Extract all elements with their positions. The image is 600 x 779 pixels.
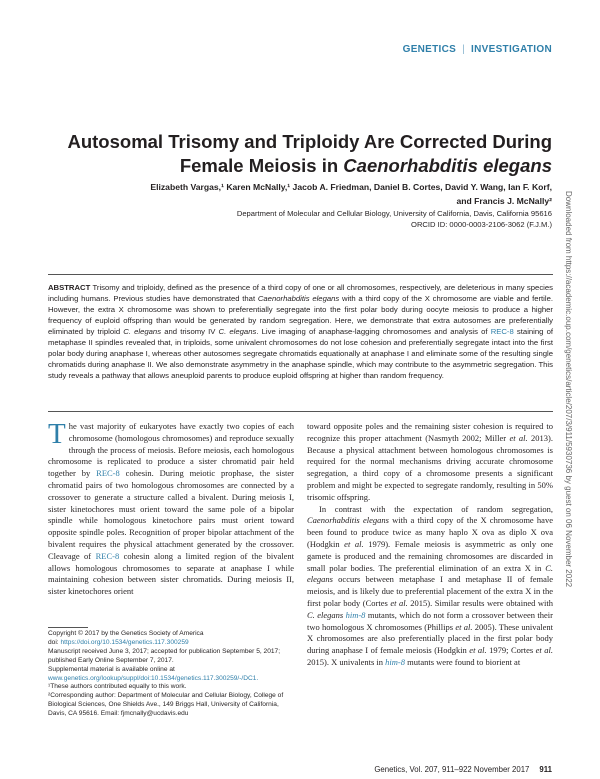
italic-text: et al. [390, 597, 408, 608]
footnote-rule [48, 627, 88, 628]
doi-link[interactable]: https://doi.org/10.1534/genetics.117.300259 [60, 638, 189, 646]
text: mutants were found to biorient at [405, 656, 521, 667]
body-paragraph-2 [307, 504, 553, 669]
manuscript-dates: Manuscript received June 3, 2017; accepted for publication September 5, 2017; published Early Online September 7, 2017. [48, 647, 281, 664]
italic-text: C. elegans [307, 562, 553, 585]
italic-text: Caenorhabditis elegans [307, 515, 389, 526]
abstract-species-1: Caenorhabditis elegans [257, 293, 340, 303]
text: toward opposite poles and the remaining sister cohesion is required to recognize this proper attachment (Nasmyth 2002; Miller [307, 421, 553, 443]
abstract-text-4: . Live imaging of anaphase-lagging chromosomes and analysis of [256, 326, 491, 336]
download-notice: Downloaded from https://academic.oup.com/genetics/article/207/3/911/5930736 by guest on 06 November 2022 [564, 191, 573, 588]
article-title [40, 130, 552, 178]
text: 1979). Female meiosis is asymmetric as only one gamete is produced and the remaining chromosomes are discarded in small polar bodies. The preferential elimination of an extra X in [307, 538, 553, 573]
text: with a third copy of the X chromosome have been found to produce twice as many haplo X ova as diplo X ova (Hodgkin [307, 515, 553, 549]
italic-text: et al. [469, 645, 487, 656]
rec8-link[interactable]: REC-8 [490, 326, 514, 336]
text: 2005). These univalent X chromosomes are also preferentially placed in the first polar body during anaphase I of female meiosis (Hodgkin [307, 621, 554, 656]
equal-contribution-note: ¹These authors contributed equally to this work. [48, 683, 187, 691]
supplemental-link[interactable]: www.genetics.org/lookup/suppl/doi:10.1534/genetics.117.300259/-/DC1. [48, 674, 259, 682]
journal-name: GENETICS [402, 44, 457, 55]
him8-link[interactable]: him-8 [345, 609, 366, 620]
rec8-link[interactable]: REC-8 [96, 468, 120, 479]
page-number: 911 [539, 765, 552, 774]
title-line-1: Autosomal Trisomy and Triploidy Are Corrected During [67, 131, 552, 152]
intro-text-b: cohesin. During meiotic prophase, the sister chromatid pairs of two homologous chromosomes are connected by a crossover to generate a structure called a bivalent. During meiosis I, sister kinetochores must orient toward the same pole of a bipolar spindle while homologous kinetochore pairs must orient toward opposite spindle poles. Recognition of proper bipolar attachment of the bivalent requires the physical attachment generated by the crossover. Cleavage of [48, 468, 294, 561]
copyright: Copyright © 2017 by the Genetics Society of America [48, 630, 204, 637]
intro-paragraph [48, 418, 295, 598]
supplemental-note [48, 666, 294, 684]
abstract-text-2: with a third copy of the X chromosome are viable and fertile. However, the extra X chromosome was shown to preferentially segregate into the first polar body during oocyte meiosis to produce a higher frequency of euploid offspring than would be generated by random segregation. Here, we demonstrate that extra autosomes are preferentially eliminated by triploid [48, 293, 554, 336]
authors-line-1: Elizabeth Vargas,¹ Karen McNally,¹ Jacob A. Friedman, Daniel B. Cortes, David Y. Wang, Ian F. Korf, [150, 182, 552, 192]
abstract-bottom-rule [48, 411, 553, 412]
header-separator: | [462, 44, 466, 55]
text: 1979; Cortes [486, 645, 536, 656]
title-line-2-text: Female Meiosis in [179, 155, 344, 176]
footnotes [48, 630, 294, 719]
intro-text-a: he vast majority of eukaryotes have exactly two copies of each chromosome (homologous chromosomes) and reproduce sexually through the process of meiosis. Before meiosis, each homologous chromosome is replicated to produce a sister chromatid pair held together by [48, 421, 294, 479]
text: In contrast with the expectation of random segregation, [319, 503, 553, 514]
affiliation: Department of Molecular and Cellular Biology, University of California, Davis, California 95616 [236, 209, 552, 218]
italic-text: C. elegans [307, 609, 344, 620]
journal-header [403, 44, 552, 55]
abstract-label: ABSTRACT [48, 283, 91, 292]
title-species: Caenorhabditis elegans [343, 155, 552, 176]
italic-text: et al. [535, 645, 554, 656]
doi-label: doi: [48, 638, 61, 646]
orcid: ORCID ID: 0000-0003-2106-3062 (F.J.M.) [411, 220, 552, 229]
text: occurs between metaphase I and metaphase II of female meiosis, and is likely due to preferential placement of the extra X in the first polar body (Cortes [307, 574, 553, 608]
download-sidebar [563, 191, 583, 588]
rec8-link[interactable]: REC-8 [95, 550, 120, 561]
authors-line-2: and Francis J. McNally² [456, 195, 552, 206]
body-column-right [307, 421, 553, 669]
abstract-species-3: C. elegans [218, 326, 257, 336]
abstract-species-2: C. elegans [123, 326, 162, 336]
journal-citation: Genetics, Vol. 207, 911–922 November 2017 [374, 765, 530, 774]
abstract-top-rule [48, 274, 553, 275]
doi-line [48, 639, 294, 648]
article-type: INVESTIGATION [471, 44, 552, 55]
author-list [110, 181, 552, 208]
text: 2015). X univalents in [307, 656, 386, 667]
him8-link[interactable]: him-8 [385, 656, 405, 667]
abstract-text-3: and trisomy IV [161, 326, 219, 336]
abstract-text-5: staining of metaphase II spindles revealed that, in triploids, some univalent chromosomes do not lose cohesion and preferentially segregate intact into the first polar body during anaphase I, whereas other autosomes segregate chromatids equationally at anaphase I and eliminate some of the resulting single chromatids during anaphase II. We also demonstrate asymmetry in the anaphase spindle, which may contribute to the asymmetric segregation. This study reveals a pathway that allows aneuploid parents to produce euploid offspring at higher than random frequency. [48, 326, 553, 380]
abstract [48, 283, 553, 382]
drop-cap: T [48, 418, 66, 450]
text: 2015). Similar results were obtained with [407, 597, 553, 608]
text: mutants, which do not form a crossover between their two homologous X chromosomes (Phillips [307, 609, 554, 632]
abstract-text-1: Trisomy and triploidy, defined as the presence of a third copy of one or all chromosomes, respectively, are deleterious in many species including humans. Previous studies have demonstrated that [48, 283, 553, 303]
italic-text: et al. [509, 432, 528, 443]
body-column-left [48, 418, 295, 598]
italic-text: et al. [455, 621, 473, 632]
italic-text: et al. [344, 538, 364, 549]
supplemental-text: Supplemental material is available online at [48, 665, 175, 673]
page-footer [374, 765, 552, 774]
body-paragraph-1 [307, 421, 553, 504]
text: 2013). Because a physical attachment between homologous chromosomes is required for the normal mechanisms driving accurate chromosome segregation, a third copy of a chromosome presents a significant problem and might be expected to segregate randomly, resulting in 50% trisomic offspring. [307, 432, 553, 502]
intro-text-c: cohesin along a limited region of the bivalent allows homologous chromosomes to separate at anaphase I while maintaining cohesion between sister chromatids. During meiosis II, sister kinetochores orient [48, 550, 295, 597]
corresponding-author-note: ²Corresponding author: Department of Molecular and Cellular Biology, College of Biological Sciences, One Shields Ave., 149 Briggs Hall, University of California, Davis, CA 95616. Email: fjmcnally@ucdavis.edu [48, 692, 284, 718]
title-line-2 [40, 154, 552, 178]
